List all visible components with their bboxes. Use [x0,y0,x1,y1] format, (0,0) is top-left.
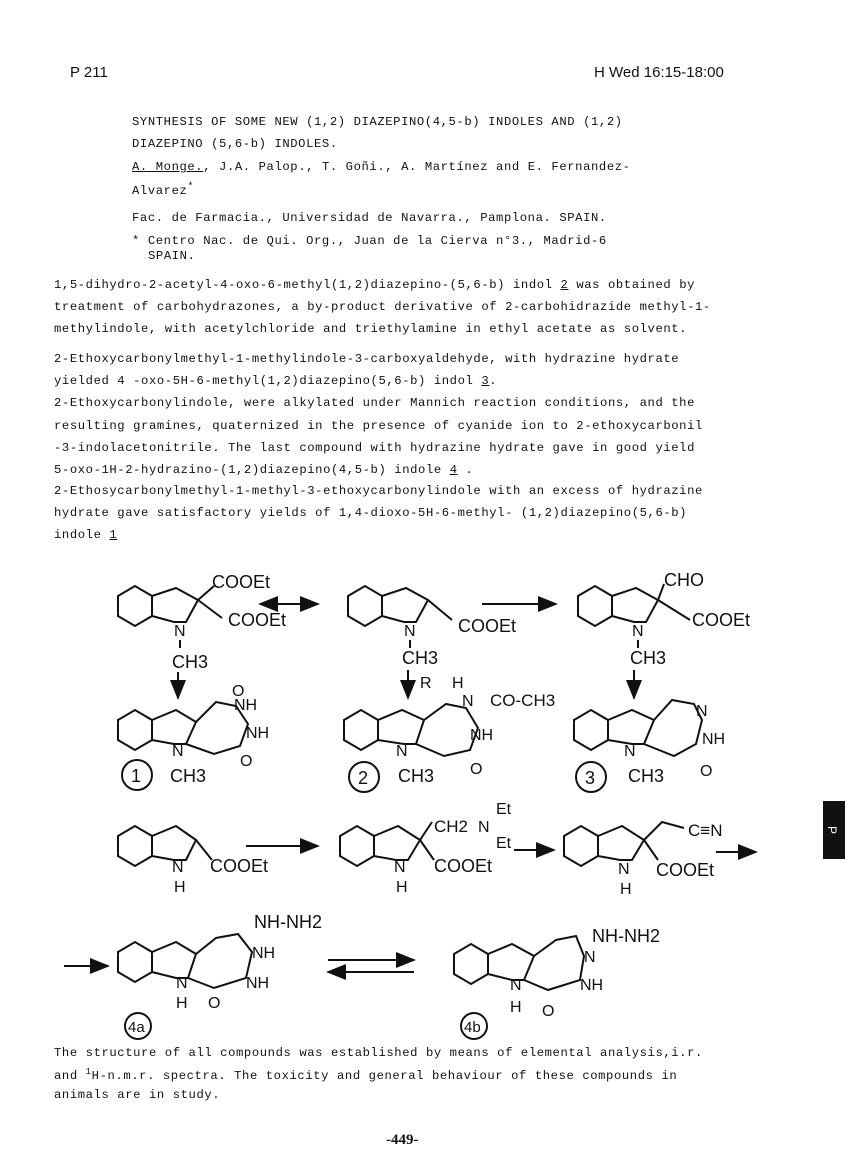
svg-text:4a: 4a [128,1019,145,1036]
svg-text:N: N [174,623,186,640]
svg-text:CH3: CH3 [172,652,209,672]
conclusion-line-2: and $^1$H-n.m.r. spectra. The toxicity and general behaviour of these compounds in [54,1067,678,1084]
svg-text:NH-NH2: NH-NH2 [254,912,323,932]
svg-text:H: H [452,675,464,692]
svg-text:CH3: CH3 [398,766,435,786]
svg-text:CHO: CHO [664,570,704,590]
svg-text:NH: NH [580,977,604,994]
session-time: H Wed 16:15-18:00 [594,64,724,81]
svg-text:COOEt: COOEt [458,616,517,636]
svg-text:CH3: CH3 [628,766,665,786]
svg-text:NH: NH [234,697,258,714]
title-line-2: DIAZEPINO (5,6-b) INDOLES. [132,137,338,151]
svg-text:Et: Et [496,801,512,818]
svg-text:COOEt: COOEt [434,856,493,876]
conclusion-line-1: The structure of all compounds was established by means of elemental analysis,i.r. [54,1046,703,1060]
conclusion-line-3: animals are in study. [54,1088,221,1102]
section-side-tab: P [823,801,845,859]
svg-text:C≡N: C≡N [688,821,723,840]
p4-line-3: indole 1 [54,528,118,542]
svg-text:N: N [618,861,630,878]
svg-text:CO-CH3: CO-CH3 [490,691,556,710]
svg-text:H: H [510,999,522,1016]
gramine [340,801,512,896]
p4-line-1: 2-Ethosycarbonylmethyl-1-methyl-3-ethoxycarbonylindole with an excess of hydrazine [54,484,703,498]
svg-text:N: N [510,977,522,994]
svg-text:3: 3 [585,768,596,788]
affiliation-1: Fac. de Farmacia., Universidad de Navarra., Pamplona. SPAIN. [132,211,607,225]
svg-text:NH: NH [246,725,270,742]
svg-text:H: H [174,879,186,896]
svg-text:NH: NH [252,945,276,962]
svg-text:N: N [462,693,474,710]
affiliation-2: * Centro Nac. de Qui. Org., Juan de la Cierva n°3., Madrid-6 [132,234,607,248]
svg-text:R: R [420,675,432,692]
first-author: A. Monge. [132,160,204,174]
ref-1: 1 [109,528,118,542]
svg-text:H: H [176,995,188,1012]
svg-text:NH: NH [470,727,494,744]
page-number: -449- [386,1132,419,1148]
compound-4a [118,912,322,1039]
svg-text:COOEt: COOEt [692,610,751,630]
svg-text:N: N [172,859,184,876]
svg-text:N: N [584,949,596,966]
svg-text:N: N [394,859,406,876]
svg-text:N: N [624,743,636,760]
svg-text:O: O [240,753,253,770]
svg-text:H: H [620,881,632,898]
svg-text:O: O [700,763,713,780]
start-aldehyde [578,570,750,668]
p4-line-2: hydrate gave satisfactory yields of 1,4-dioxo-5H-6-methyl- (1,2)diazepino(5,6-b) [54,506,688,520]
nitrile [564,821,722,898]
reaction-scheme [0,560,850,1050]
ref-2: 2 [560,278,569,292]
svg-text:4b: 4b [464,1019,481,1036]
svg-text:NH: NH [702,731,726,748]
compound-1 [118,683,269,790]
svg-text:N: N [404,623,416,640]
svg-text:O: O [470,761,483,778]
start-diester [118,572,286,672]
svg-text:N: N [172,743,184,760]
compound-3 [574,700,725,792]
svg-text:2: 2 [358,768,369,788]
p3-line-1: 2-Ethoxycarbonylindole, were alkylated under Mannich reaction conditions, and the [54,396,696,410]
author-star: * [187,182,195,193]
ref-3: 3 [481,374,490,388]
session-code: P 211 [70,64,108,81]
svg-text:CH2: CH2 [434,817,469,836]
svg-text:N: N [176,975,188,992]
ethoxycarbonylindole [118,826,268,896]
svg-text:COOEt: COOEt [228,610,287,630]
svg-text:N: N [696,703,708,720]
svg-text:H: H [396,879,408,896]
p3-line-3: -3-indolacetonitrile. The last compound with hydrazine hydrate gave in good yield [54,441,696,455]
p2-line-1: 2-Ethoxycarbonylmethyl-1-methylindole-3-carboxyaldehyde, with hydrazine hydrate [54,352,680,366]
svg-text:COOEt: COOEt [210,856,269,876]
compound-2 [344,675,555,792]
ref-4: 4 [449,463,458,477]
p3-line-4: 5-oxo-1H-2-hydrazino-(1,2)diazepino(4,5-b) indole 4 . [54,463,474,477]
p1-line-3: methylindole, with acetylchloride and triethylamine in ethyl acetate as solvent. [54,322,688,336]
svg-text:O: O [542,1003,555,1020]
svg-text:Et: Et [496,835,512,852]
p3-line-2: resulting gramines, quaternized in the presence of cyanide ion to 2-ethoxycarbonil [54,419,703,433]
p1-line-1: 1,5-dihydro-2-acetyl-4-oxo-6-methyl(1,2)diazepino-(5,6-b) indol 2 was obtained by [54,278,696,292]
start-monoester [348,586,516,668]
authors-line-2 [132,182,194,198]
other-authors: , J.A. Palop., T. Goñi., A. Martínez and E. Fernandez- [203,160,631,174]
svg-text:N: N [632,623,644,640]
svg-text:1: 1 [131,766,142,786]
svg-text:COOEt: COOEt [656,860,715,880]
svg-text:CH3: CH3 [630,648,667,668]
svg-text:COOEt: COOEt [212,572,271,592]
svg-text:CH3: CH3 [170,766,207,786]
affiliation-3: SPAIN. [148,249,196,263]
svg-text:NH-NH2: NH-NH2 [592,926,661,946]
svg-text:N: N [478,819,490,836]
title-line-1: SYNTHESIS OF SOME NEW (1,2) DIAZEPINO(4,5-b) INDOLES AND (1,2) [132,115,623,129]
authors-line-1 [132,160,631,174]
svg-text:O: O [232,683,245,700]
p1-line-2: treatment of carbohydrazones, a by-product derivative of 2-carbohidrazide methyl-1- [54,300,711,314]
svg-text:NH: NH [246,975,270,992]
compound-4b [454,926,660,1039]
svg-text:N: N [396,743,408,760]
svg-text:O: O [208,995,221,1012]
p2-line-2: yielded 4 -oxo-5H-6-methyl(1,2)diazepino(5,6-b) indol 3. [54,374,498,388]
last-author: Alvarez [132,184,188,199]
svg-text:CH3: CH3 [402,648,439,668]
